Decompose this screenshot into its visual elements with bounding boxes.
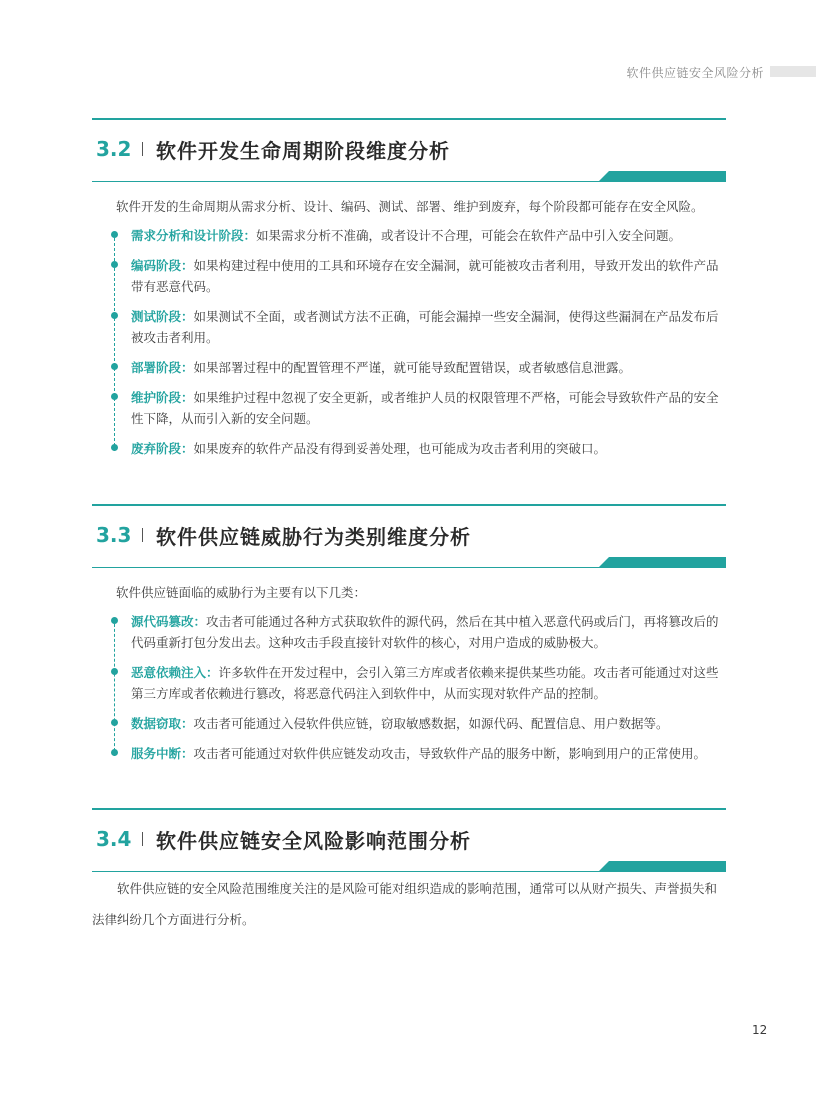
section-number: 3.4 <box>96 827 132 851</box>
list-item: 源代码篡改：攻击者可能通过各种方式获取软件的源代码，然后在其中植入恶意代码或后门，再将篡改后的代码重新打包分发出去。这种攻击手段直接针对软件的核心，对用户造成的威胁极大。 <box>116 611 726 653</box>
section-heading <box>92 819 726 859</box>
section-3-3 <box>92 504 726 773</box>
bullet-dot-icon <box>111 749 118 756</box>
bullet-dot-icon <box>111 444 118 451</box>
bullet-dot-icon <box>111 363 118 370</box>
stage-list <box>116 225 726 459</box>
section-top-rule <box>92 118 726 120</box>
section-title: 软件供应链安全风险影响范围分析 <box>156 828 471 853</box>
bullet-dot-icon <box>111 719 118 726</box>
heading-separator <box>142 142 143 156</box>
section-heading <box>92 129 726 169</box>
heading-separator <box>142 832 143 846</box>
list-item: 测试阶段：如果测试不全面，或者测试方法不正确，可能会漏掉一些安全漏洞，使得这些漏洞在产品发布后被攻击者利用。 <box>116 306 726 348</box>
heading-separator <box>142 528 143 542</box>
list-item: 数据窃取：攻击者可能通过入侵软件供应链，窃取敏感数据，如源代码、配置信息、用户数据等。 <box>116 713 726 734</box>
section-bottom-rule <box>92 557 726 569</box>
section-title: 软件开发生命周期阶段维度分析 <box>156 138 450 163</box>
section-heading <box>92 515 726 555</box>
list-item: 服务中断：攻击者可能通过对软件供应链发动攻击，导致软件产品的服务中断，影响到用户的正常使用。 <box>116 743 726 764</box>
bullet-dot-icon <box>111 668 118 675</box>
section-3-2 <box>92 118 726 468</box>
section-title: 软件供应链威胁行为类别维度分析 <box>156 524 471 549</box>
section-intro: 软件开发的生命周期从需求分析、设计、编码、测试、部署、维护到废弃，每个阶段都可能存在安全风险。 <box>116 199 704 214</box>
bullet-dot-icon <box>111 617 118 624</box>
bullet-dot-icon <box>111 261 118 268</box>
running-header: 软件供应链安全风险分析 <box>626 66 764 80</box>
bullet-dot-icon <box>111 231 118 238</box>
list-item: 废弃阶段：如果废弃的软件产品没有得到妥善处理，也可能成为攻击者利用的突破口。 <box>116 438 726 459</box>
header-decor-bar <box>770 66 816 77</box>
bullet-dot-icon <box>111 312 118 319</box>
section-top-rule <box>92 808 726 810</box>
page-number: 12 <box>752 1023 768 1037</box>
list-connector <box>114 619 115 756</box>
section-number: 3.3 <box>96 523 132 547</box>
section-number: 3.2 <box>96 137 132 161</box>
list-item: 编码阶段：如果构建过程中使用的工具和环境存在安全漏洞，就可能被攻击者利用，导致开发出的软件产品带有恶意代码。 <box>116 255 726 297</box>
section-bottom-rule <box>92 861 726 873</box>
section-paragraph: 软件供应链的安全风险范围维度关注的是风险可能对组织造成的影响范围，通常可以从财产损失、声誉损失和法律纠纷几个方面进行分析。 <box>92 881 718 927</box>
section-3-4 <box>92 808 726 873</box>
section-bottom-rule <box>92 171 726 183</box>
list-item: 恶意依赖注入：许多软件在开发过程中，会引入第三方库或者依赖来提供某些功能。攻击者可能通过对这些第三方库或者依赖进行篡改，将恶意代码注入到软件中，从而实现对软件产品的控制。 <box>116 662 726 704</box>
list-item: 部署阶段：如果部署过程中的配置管理不严谨，就可能导致配置错误，或者敏感信息泄露。 <box>116 357 726 378</box>
section-intro: 软件供应链面临的威胁行为主要有以下几类： <box>116 585 367 600</box>
threat-list <box>116 611 726 764</box>
list-item: 需求分析和设计阶段：如果需求分析不准确，或者设计不合理，可能会在软件产品中引入安全问题。 <box>116 225 726 246</box>
section-top-rule <box>92 504 726 506</box>
list-item: 维护阶段：如果维护过程中忽视了安全更新，或者维护人员的权限管理不严格，可能会导致软件产品的安全性下降，从而引入新的安全问题。 <box>116 387 726 429</box>
bullet-dot-icon <box>111 393 118 400</box>
